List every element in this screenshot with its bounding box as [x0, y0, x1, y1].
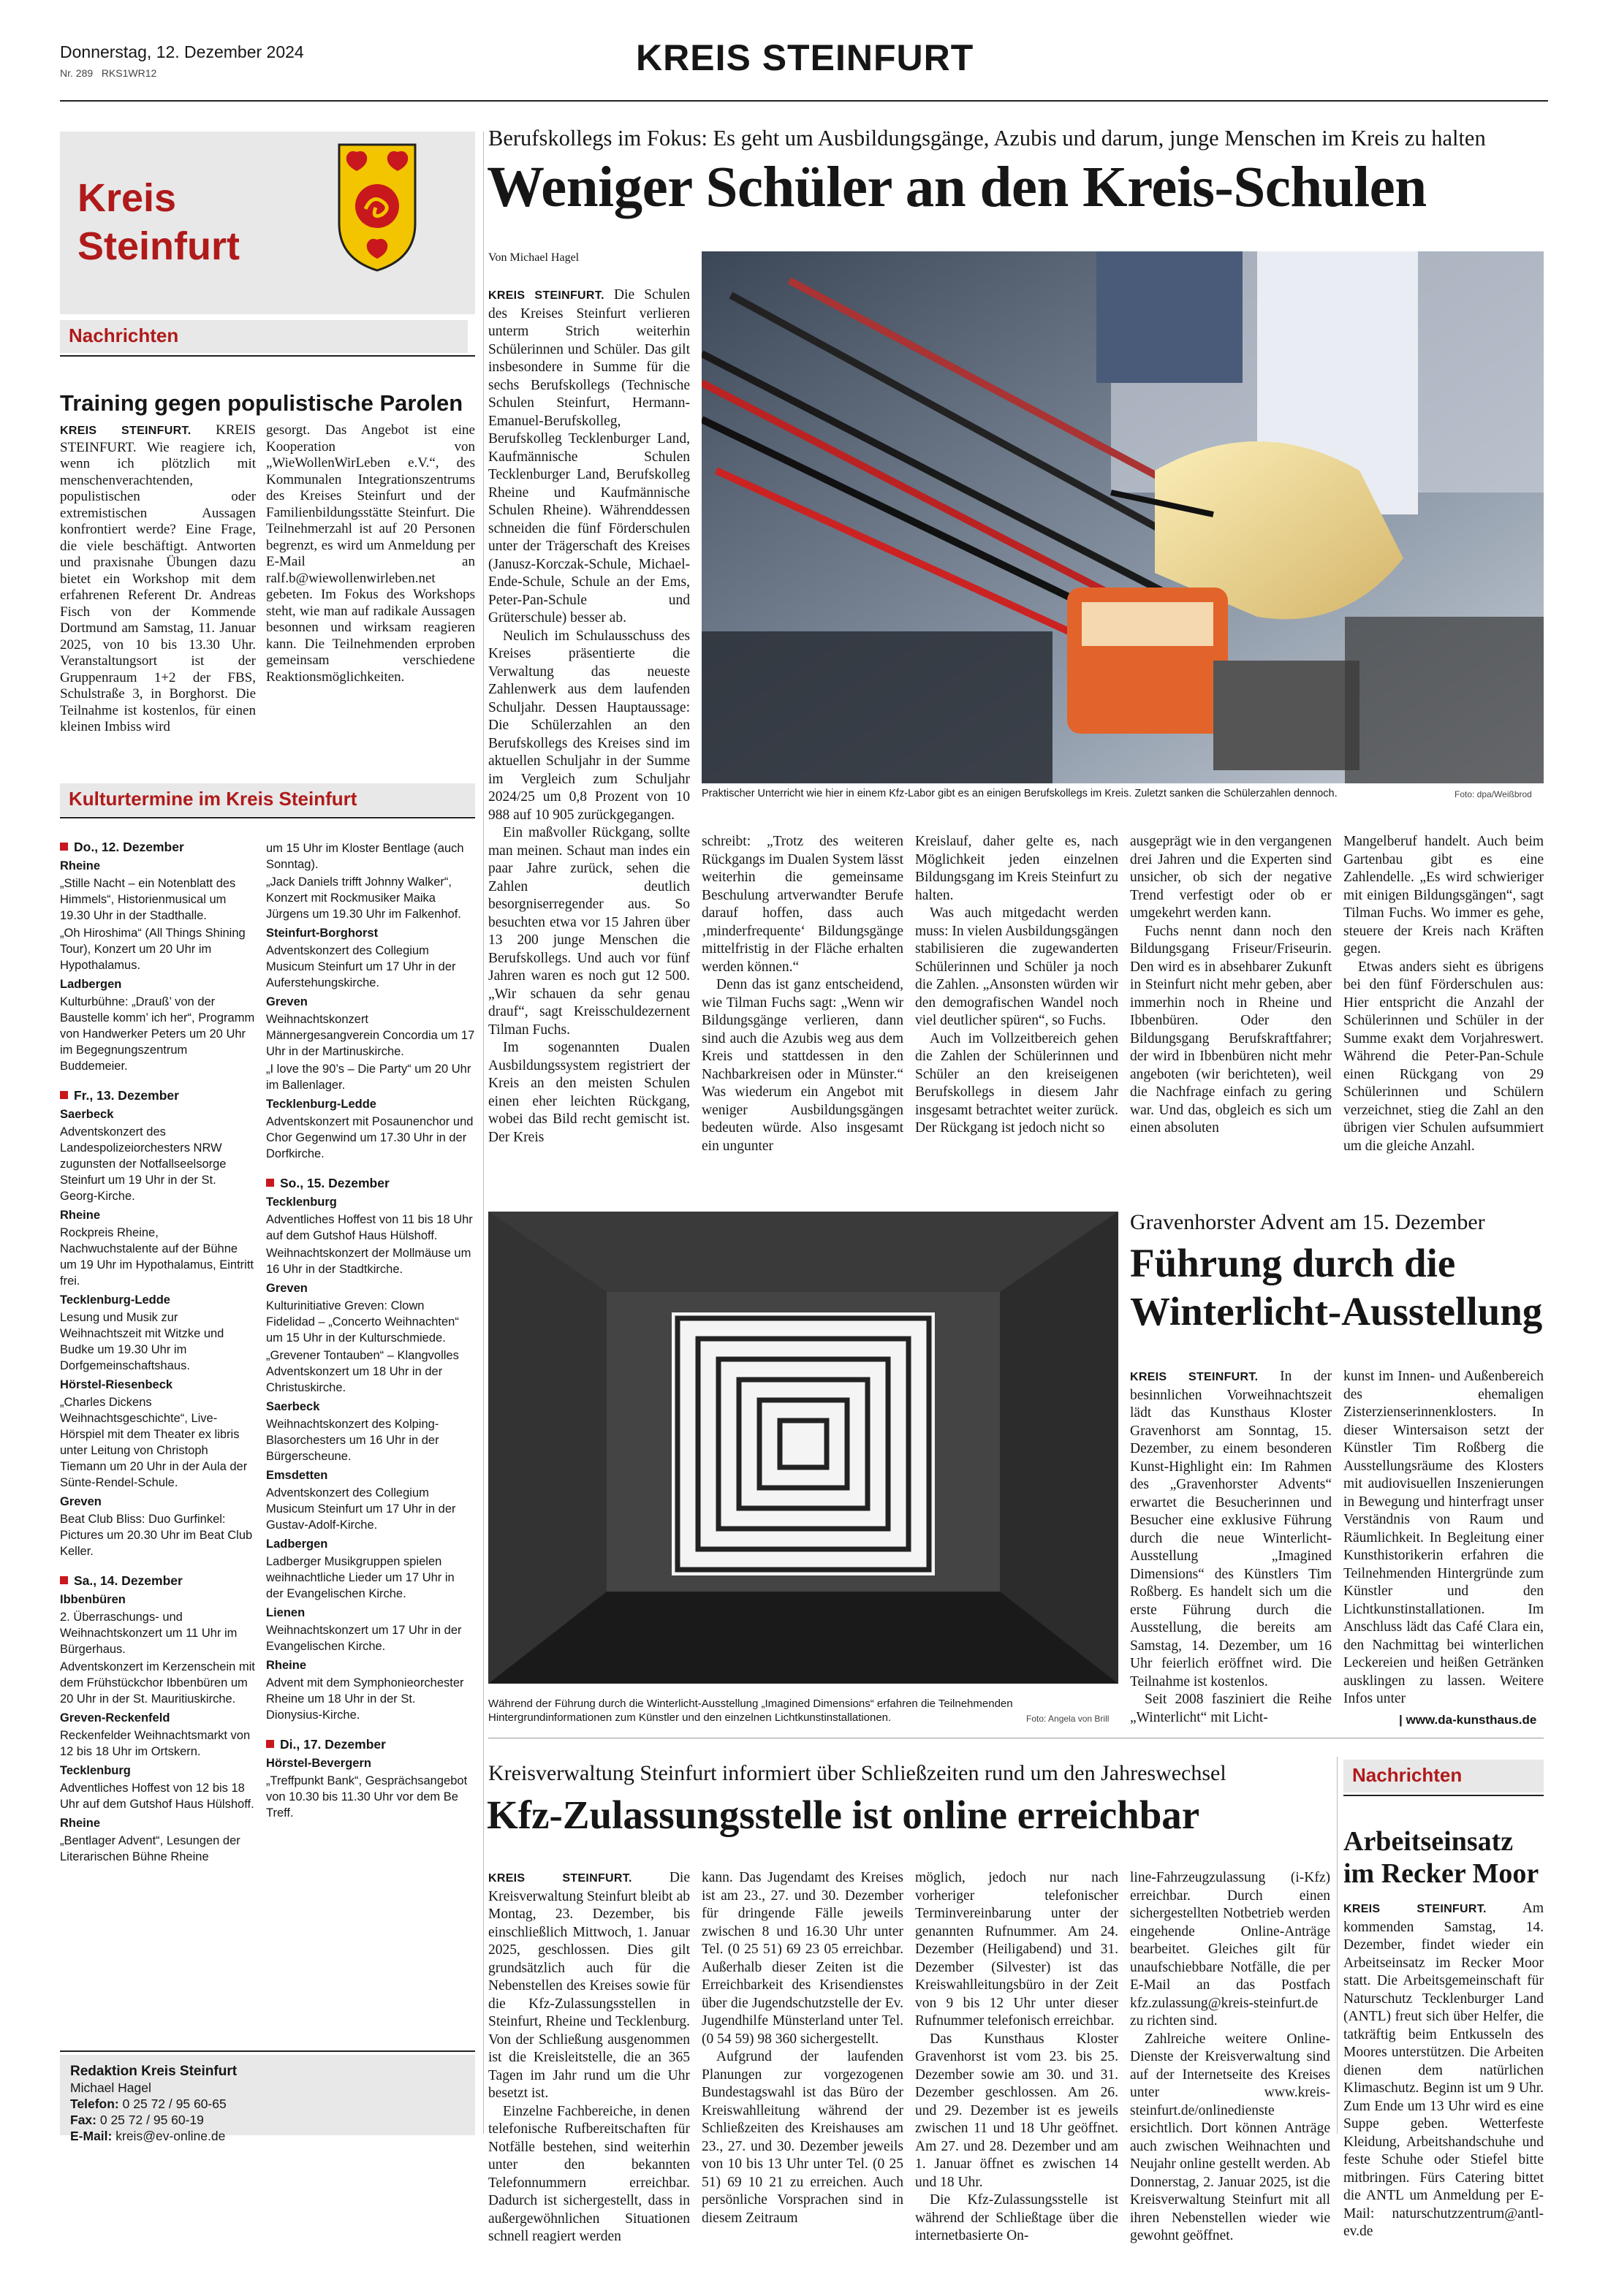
main-col1-p2: Neulich im Schulausschuss des Kreises präsentierte die Verwaltung das neueste Zahlenwerk aus dem laufenden Schuljahr. Dessen Hauptaussage: Die Schülerzahlen an den Berufskollegs des Kreises sind im aktuellen Schuljahr in der Summe im Vergleich zum Schuljahr 2024/25 um 0,8 Prozent von 10 988 auf 10 905 zurückgegangen. [488, 628, 690, 823]
culture-event: „Grevener Tontauben“ – Klangvolles Adventskonzert um 18 Uhr in der Christuskirche. [266, 1349, 459, 1394]
kfz-kicker: Kreisverwaltung Steinfurt informiert über Schließzeiten rund um den Jahreswechsel [488, 1761, 1226, 1785]
red-square-icon [266, 1740, 274, 1748]
main-col5 [1343, 833, 1544, 1155]
main-col1-p4: Im sogenannten Dualen Ausbildungssystem registriert der Kreis an den meisten Schulen einen eher leichten Rückgang, wobei das Bild recht gemischt ist. Der Kreis [488, 1040, 690, 1145]
header-rule [60, 100, 1548, 102]
culture-event: Weihnachtskonzert um 17 Uhr in der Evangelischen Kirche. [266, 1624, 462, 1653]
link-separator: | [1399, 1713, 1403, 1727]
kfz-col2-p2: Aufgrund der laufenden Planungen zur vorgezogenen Bundestagswahl ist das Büro der Kreiswahlleitung während der Schließzeiten des Kreishauses am 23., 27. und 30. Dezember jeweils von 10 bis 13 Uhr unter Tel. (0 25 51) 69 10 21 zu erreichen. Auch persönliche Vorsprachen sind in diesem Zeitraum [702, 2049, 903, 2226]
main-kicker: Berufskollegs im Fokus: Es geht um Ausbildungsgänge, Azubis und darum, junge Menschen im Kreis zu halten [488, 126, 1486, 151]
editorial-title: Redaktion Kreis Steinfurt [70, 2064, 238, 2079]
kfz-col2-text: kann. Das Jugendamt des Kreises ist am 23., 27. und 30. Dezember für dringende Fälle jeweils zwischen 8 und 16.30 Uhr unter Tel. (0 25 51) 69 23 05 erreichbar. Außerhalb dieser Zeiten ist die Erreichbarkeit des Krisendienstes über die Jugendschutzstelle der Ev. Jugendhilfe Münsterland unter Tel. (0 54 59) 98 360 sichergestellt. [702, 1870, 903, 2047]
culture-day-text: Sa., 14. Dezember [74, 1573, 183, 1588]
moor-text-body: Am kommenden Samstag, 14. Dezember, findet wieder ein Arbeitseinsatz im Recker Moor statt. Die Arbeitsgemeinschaft für Naturschutz Tecklenburger Land (ANTL) freut sich über Helfer, die tatkräftig beim Entkusseln des Moores unterstützen. Die Arbeiten dienen dem natürlichen Klimaschutz. Beginn ist um 9 Uhr. Zum Ende um 13 Uhr wird es eine Suppe geben. Wetterfeste Kleidung, Arbeitshandschuhe und feste Schuhe oder Stiefel bitte mitbringen. Fürs Catering bittet die ANTL um Anmeldung per E-Mail: naturschutzzentrum@antl-ev.de [1343, 1901, 1544, 2239]
culture-event: Weihnachtskonzert der Mollmäuse um 16 Uhr in der Stadtkirche. [266, 1247, 471, 1276]
culture-event: Adventliches Hoffest von 12 bis 18 Uhr auf dem Gutshof Haus Hülshoff. [60, 1782, 254, 1811]
culture-place: Lienen [266, 1606, 306, 1619]
gallery-caption: Während der Führung durch die Winterlicht-Ausstellung „Imagined Dimensions“ erfahren die Teilnehmenden Hintergrundinformationen zum Künstler und den einzelnen Lichtkunstinstallationen. [488, 1698, 1013, 1724]
main-col3-p2: Was auch mitgedacht werden muss: In vielen Ausbildungsgängen stabilisieren die zugewanderten Schülerinnen und Schüler ja noch die Zahlen. „Ansonsten würden wir den demografischen Wandel noch viel deutlicher spüren“, so Fuchs. [915, 905, 1118, 1028]
culture-event: Kulturbühne: „Drauß’ von der Baustelle komm’ ich her“, Programm von Handwerker Peters um 20 Uhr im Begegnungszentrum Buddemeier. [60, 995, 255, 1073]
light-installation-frame [672, 1312, 935, 1575]
editorial-phone [70, 2096, 475, 2112]
sidebar-news-label: Nachrichten [60, 320, 468, 353]
culture-place: Greven [266, 1282, 308, 1295]
culture-place: Emsdetten [266, 1469, 328, 1482]
culture-event: Weihnachtskonzert Männergesangverein Concordia um 17 Uhr in der Martinuskirche. [266, 1013, 475, 1058]
kfz-col3-text: möglich, jedoch nur nach vorheriger telefonischer Terminvereinbarung unter der genannten Rufnummer. Am 24. Dezember (Heiligabend) und 31. Dezember (Silvester) ist das Kreiswahlleitungsbüro in der Zeit von 9 bis 12 Uhr unter dieser Rufnummer telefonisch erreichbar. [915, 1870, 1118, 2029]
culture-event: „Bentlager Advent“, Lesungen der Literarischen Bühne Rheine [60, 1834, 240, 1863]
editorial-mail [70, 2128, 475, 2144]
issue-number: Nr. 289 [60, 67, 94, 79]
culture-place: Greven [60, 1495, 102, 1508]
culture-event: Adventskonzert im Kerzenschein mit dem Frühstückchor Ibbenbüren um 20 Uhr in der St. Mauritiuskirche. [60, 1660, 255, 1706]
editorial-phone-label: Telefon: [70, 2097, 119, 2111]
gallery-col1-text: In der besinnlichen Vorweihnachtszeit lädt das Kunsthaus Kloster Gravenhorst am Sonntag, 15. Dezember, zu einem besonderen Kunst-Highlight ein: Im Rahmen des „Gravenhorster Advents“ erwartet die Besucherinnen und Besucher eine exklusive Führung durch die neue Winterlicht-Ausstellung „Imagined Dimensions“ des Künstlers Tim Roßberg. Es handelt sich um die erste Führung durch die Ausstellung, die bereits am Samstag, 14. Dezember, um 16 Uhr feierlich eröffnet wird. Die Teilnahme ist kostenlos. [1130, 1369, 1332, 1689]
issue-code: RKS1WR12 [101, 67, 157, 79]
main-col2-p2: Denn das ist ganz entscheidend, wie Tilman Fuchs sagt: „Wenn wir Bildungsgänge verlieren, dann sind auch die Azubis weg aus dem Kreis und stattdessen in den Nachbarkreisen oder in Münster.“ Was wiederum ein Angebot mit weniger Ausbildungsgängen bedeuten würde. Also insgesamt ein ungunter [702, 977, 903, 1154]
gallery-col1-lead: KREIS STEINFURT. [1130, 1371, 1259, 1383]
editorial-fax [70, 2112, 475, 2128]
brand-name [77, 174, 240, 270]
culture-event: Adventskonzert des Landespolizeiorchesters NRW zugunsten der Notfallseelsorge Steinfurt um 19 Uhr in der St. Georg-Kirche. [60, 1125, 227, 1203]
kfz-headline: Kfz-Zulassungsstelle ist online erreichbar [487, 1793, 1200, 1837]
editorial-rule-top [60, 2050, 475, 2052]
culture-event: „Oh Hiroshima“ (All Things Shining Tour), Konzert um 20 Uhr im Hypothalamus. [60, 927, 246, 972]
gallery-col2-text: kunst im Innen- und Außenbereich des ehemaligen Zisterzienserinnenklosters. In dieser Wintersaison setzt der Künstler Tim Roßberg die Ausstellungsräume des Klosters mit audiovisuellen Inszenierungen in Bewegung und hinterfragt unser Verständnis von Raum und Räumlichkeit. In Begleitung einer Kunsthistorikerin erfahren die Teilnehmenden Hintergründe zum Künstler und den Lichtkunstinstallationen. Im Anschluss lädt das Café Clara ein, den Nachmittag bei winterlichen Leckereien und heißen Getränken ausklingen zu lassen. Weitere Infos unter [1343, 1369, 1544, 1706]
sidebar-news-col1 [60, 422, 256, 736]
gallery-col1-p2: Seit 2008 fasziniert die Reihe „Winterlicht“ mit Licht- [1130, 1692, 1332, 1725]
main-headline: Weniger Schüler an den Kreis-Schulen [487, 156, 1427, 219]
brand-line1: Kreis [77, 176, 177, 220]
main-col4-p2: Fuchs nennt dann noch den Bildungsgang Friseur/Friseurin. Den wird es in absehbarer Zukunft in Steinfurt nicht mehr geben, aber immerhin noch in Rheine und Ibbenbüren. Oder den Bildungsgang Berufskraftfahrer; der wird in Ibbenbüren nicht mehr angeboten (wir berichteten), weil die Nachfrage einfach zu gering war. Und das, obgleich es sich um einen absoluten [1130, 923, 1332, 1136]
brand-box [60, 132, 475, 314]
gallery-photo [488, 1212, 1118, 1684]
moor-label: Nachrichten [1343, 1760, 1544, 1793]
culture-place: Rheine [60, 1209, 101, 1222]
culture-place: Rheine [60, 859, 101, 873]
main-photo-caption: Praktischer Unterricht wie hier in einem Kfz-Labor gibt es an einigen Berufskollegs im Kreis. Zuletzt sanken die Schülerzahlen dennoch. [702, 788, 1338, 799]
culture-col1 [60, 839, 256, 1865]
culture-col2 [266, 839, 475, 1821]
kfz-col4-text: line-Fahrzeugzulassung (i-Kfz) erreichbar. Durch einen sichergestellten Notbetrieb werden eingehende Online-Anträge bearbeitet. Gleiches gilt für unaufschiebbare Notfälle, die per E-Mail an das Postfach kfz.zulassung@kreis-steinfurt.de zu richten sind. [1130, 1870, 1330, 2029]
culture-event: Weihnachtskonzert des Kolping-Blasorchesters um 16 Uhr in der Bürgerscheune. [266, 1418, 439, 1463]
red-square-icon [60, 1576, 68, 1584]
sidebar-news-title: Training gegen populistische Parolen [60, 390, 463, 416]
red-square-icon [266, 1179, 274, 1187]
culture-place: Tecklenburg-Ledde [60, 1293, 170, 1307]
gallery-kicker: Gravenhorster Advent am 15. Dezember [1130, 1210, 1485, 1234]
gallery-headline: Führung durch die Winterlicht-Ausstellung [1130, 1241, 1543, 1334]
culture-place: Ladbergen [266, 1537, 328, 1551]
editorial-fax-value: 0 25 72 / 95 60-19 [99, 2113, 204, 2127]
kfz-col3-p2: Das Kunsthaus Kloster Gravenhorst ist vom 23. bis 25. Dezember sowie am 30. und 31. Dezember geschlossen. Am 26. und 29. Dezember ist es jeweils zwischen 11 und 18 Uhr geöffnet. Am 27. und 28. Dezember und am 1. Januar öffnet es zwischen 14 und 18 Uhr. [915, 2031, 1118, 2190]
main-photo [702, 251, 1544, 783]
culture-event: Lesung und Musik zur Weihnachtszeit mit Witzke und Budke um 19.30 Uhr im Dorfgemeinschaftshaus. [60, 1311, 224, 1372]
coat-of-arms-icon [336, 142, 418, 273]
culture-place: Ibbenbüren [60, 1593, 126, 1606]
main-col1-p3: Ein maßvoller Rückgang, sollte man meinen. Schaut man indes ein paar Jahre zurück, sehen die Zahlen deutlich besorgniserregender aus. So besuchten etwa vor 15 Jahren über 13 200 junge Menschen die Berufskollegs. Und auch vor fünf Jahren waren es noch gut 12 500. „Wir schauen da sehr genau drauf“, sagt Kreisschuldezernent Tilman Fuchs. [488, 825, 690, 1038]
sidebar-news-col2: gesorgt. Das Angebot ist eine Kooperation von „WieWollenWirLeben e.V.“, des Kommunalen Integrationszentrums des Kreises Steinfurt und der Familienbildungsstätte Steinfurt. Die Teilnehmerzahl ist auf 20 Personen begrenzt, es wird um Anmeldung per E-Mail an ralf.b@wiewollenwirleben.net gebeten. Im Fokus des Workshops steht, wie man auf radikale Aussagen besonnen und wirksam reagieren kann. Die Teilnehmenden erproben gemeinsam verschiedene Reaktionsmöglichkeiten. [266, 422, 475, 685]
section-title: KREIS STEINFURT [636, 37, 974, 78]
kfz-col1-text: Die Kreisverwaltung Steinfurt bleibt ab Montag, 23. Dezember, bis einschließlich Mittwoch, 1. Januar 2025, geschlossen. Dies gilt grundsätzlich auch für die Nebenstellen des Kreises sowie für die Kfz-Zulassungsstellen in Steinfurt, Rheine und Tecklenburg. Von der Schließung ausgenommen ist die Kreisleitstelle, die an 365 Tagen im Jahr rund um die Uhr besetzt ist. [488, 1870, 690, 2101]
culture-place: Tecklenburg [60, 1764, 131, 1777]
culture-rule [60, 817, 475, 818]
editorial-fax-label: Fax: [70, 2113, 96, 2127]
culture-event: um 15 Uhr im Kloster Bentlage (auch Sonntag). [266, 842, 464, 871]
main-col3 [915, 833, 1118, 1138]
culture-event: Adventskonzert des Collegium Musicum Steinfurt um 17 Uhr in der Gustav-Adolf-Kirche. [266, 1486, 456, 1532]
kfz-col1-p2: Einzelne Fachbereiche, in denen telefonische Rufbereitschaften für Notfälle bestehen, sind weiterhin unter den bekannten Telefonnummern erreichbar. Dadurch ist sichergestellt, dass in außergewöhnlichen Situationen schnell reagiert werden [488, 2103, 690, 2244]
gallery-link[interactable] [1399, 1713, 1536, 1727]
kfz-col4 [1130, 1869, 1330, 2246]
culture-place: Rheine [60, 1817, 101, 1830]
culture-day-heading [60, 1573, 256, 1589]
main-col3-text: Kreislauf, daher gelte es, nach Möglichkeit jeden einzelnen Bildungsgang im Kreis Steinfurt zu halten. [915, 834, 1118, 903]
culture-place: Tecklenburg [266, 1195, 337, 1209]
main-byline: Von Michael Hagel [488, 251, 580, 264]
culture-day-text: Do., 12. Dezember [74, 840, 184, 854]
main-col1 [488, 286, 690, 1147]
culture-event: Adventliches Hoffest von 11 bis 18 Uhr auf dem Gutshof Haus Hülshoff. [266, 1213, 473, 1242]
red-square-icon [60, 1091, 68, 1099]
main-col5-p2: Etwas anders sieht es übrigens bei den fünf Förderschulen aus: Hier entspricht die Anzahl der Schülerinnen und Schüler in der Summe exakt dem Vorjahreswert. Während die Peter-Pan-Schule einen Rückgang von 29 Schülerinnen und Schülern verzeichnet, stieg die Zahl an den übrigen vier Schulen aufsummiert um die gleiche Anzahl. [1343, 959, 1544, 1154]
kfz-col1-lead: KREIS STEINFURT. [488, 1872, 632, 1885]
editorial-mail-value: kreis@ev-online.de [115, 2129, 226, 2143]
culture-place: Hörstel-Riesenbeck [60, 1378, 173, 1391]
culture-event: Reckenfelder Weihnachtsmarkt von 12 bis 18 Uhr im Ortskern. [60, 1729, 251, 1758]
main-col1-text: Die Schulen des Kreises Steinfurt verlieren unterm Strich weiterhin Schülerinnen und Schüler. Das gilt insbesondere in Summe für die sechs Berufskollegs (Technische Schulen Steinfurt, Hermann-Emanuel-Berufskolleg, Berufskolleg Tecklenburger Land, Kaufmännische Schulen Tecklenburger Land, Berufskolleg Rheine und Kaufmännische Schulen Rheine). Währenddessen schneiden die fünf Förderschulen unter der Trägerschaft des Kreises (Janusz-Korczak-Schule, Michael-Ende-Schule, Schule an der Ems, Peter-Pan-Schule und Grüterschule) besser ab. [488, 287, 691, 626]
moor-text [1343, 1900, 1544, 2241]
culture-event: Rockpreis Rheine, Nachwuchstalente auf der Bühne um 19 Uhr im Hypothalamus, Eintritt frei. [60, 1226, 254, 1288]
culture-day-text: Fr., 13. Dezember [74, 1088, 179, 1103]
moor-label-rule [1343, 1795, 1544, 1796]
sidebar-news-rule [60, 355, 475, 357]
gallery-col1 [1130, 1368, 1332, 1727]
main-photo-credit: Foto: dpa/Weißbrod [1455, 789, 1532, 799]
culture-event: 2. Überraschungs- und Weihnachtskonzert um 11 Uhr im Bürgerhaus. [60, 1611, 238, 1656]
moor-lead: KREIS STEINFURT. [1343, 1903, 1487, 1915]
header-date: Donnerstag, 12. Dezember 2024 [60, 42, 304, 61]
main-col1-lead: KREIS STEINFURT. [488, 289, 604, 302]
editorial-name: Michael Hagel [70, 2080, 151, 2095]
culture-place: Rheine [266, 1659, 307, 1672]
main-col5-text: Mangelberuf handelt. Auch beim Gartenbau gibt es eine Zahlendelle. „Es wird schwieriger mit einigen Bildungsgängen“, sagt Tilman Fuchs. Wo immer es gehe, steuere der Kreis nach Kräften gegen. [1343, 834, 1544, 957]
culture-event: „Treffpunkt Bank“, Gesprächsangebot von 10.30 bis 11.30 Uhr vor dem Be Treff. [266, 1774, 468, 1820]
culture-event: Beat Club Bliss: Duo Gurfinkel: Pictures um 20.30 Uhr im Beat Club Keller. [60, 1513, 253, 1558]
culture-event: Ladberger Musikgruppen spielen weihnachtliche Lieder um 17 Uhr in der Evangelischen Kirche. [266, 1555, 455, 1600]
culture-place: Greven-Reckenfeld [60, 1711, 170, 1725]
culture-day-text: Di., 17. Dezember [280, 1737, 386, 1752]
header-issue [60, 67, 156, 79]
kfz-col3 [915, 1869, 1118, 2246]
culture-event: „I love the 90’s – Die Party“ um 20 Uhr im Ballenlager. [266, 1063, 471, 1092]
culture-event: Kulturinitiative Greven: Clown Fidelidad – „Concerto Weihnachten“ um 15 Uhr in der Kulturschmiede. [266, 1299, 459, 1345]
gallery-credit: Foto: Angela von Brill [1026, 1714, 1110, 1724]
culture-event: Adventskonzert mit Posaunenchor und Chor Gegenwind um 17.30 Uhr in der Dorfkirche. [266, 1115, 474, 1160]
main-col4-text: ausgeprägt wie in den vergangenen drei Jahren und die Experten sind unsicher, ob sich der negative Trend verfestigt oder ob er umgekehrt werden kann. [1130, 834, 1332, 921]
editorial-phone-value: 0 25 72 / 95 60-65 [122, 2097, 227, 2111]
gallery-link-text[interactable]: www.da-kunsthaus.de [1406, 1713, 1537, 1727]
kfz-col2 [702, 1869, 903, 2227]
culture-day-heading [266, 1736, 475, 1752]
culture-place: Steinfurt-Borghorst [266, 927, 379, 940]
brand-line2: Steinfurt [77, 224, 240, 268]
lab-photo-illustration [702, 251, 1544, 783]
culture-day-heading [60, 1087, 256, 1103]
culture-place: Saerbeck [60, 1108, 114, 1121]
culture-event: „Jack Daniels trifft Johnny Walker“, Konzert mit Rockmusiker Maika Jürgens um 19.30 Uhr im Falkenhof. [266, 875, 461, 921]
sidebar-divider [483, 132, 484, 2134]
culture-place: Hörstel-Bevergern [266, 1757, 371, 1770]
editorial-mail-label: E-Mail: [70, 2129, 113, 2143]
kfz-col1 [488, 1869, 690, 2246]
culture-day-text: So., 15. Dezember [280, 1176, 390, 1190]
culture-label: Kulturtermine im Kreis Steinfurt [60, 783, 475, 816]
sidebar-news-text1: KREIS STEINFURT. Wie reagiere ich, wenn ich plötzlich mit menschenverachtenden, populistischen oder extremistischen Aussagen konfrontiert werde? Eine Frage, die viele beschäftigt. Antworten und praxisnahe Übungen dazu bietet ein Workshop mit dem erfahrenen Referent Dr. Andreas Fisch von der Kommende Dortmund am Samstag, 11. Januar 2025, von 10 bis 13.30 Uhr. Veranstaltungsort ist der Gruppenraum 1+2 der FBS, Schulstraße 3, in Borghorst. Die Teilnahme ist kostenlos, für einen kleinen Imbiss wird [60, 422, 256, 734]
main-col2-text: schreibt: „Trotz des weiteren Rückgangs im Dualen System lässt weiterhin die gemeinsame Beschulung artverwandter Berufe darauf hoffen, dass auch ‚minderfrequente‘ Bildungsgänge mittelfristig in der Fläche erhalten werden können.“ [702, 834, 903, 975]
gallery-col2 [1343, 1368, 1544, 1708]
main-col2 [702, 833, 903, 1155]
culture-day-heading [60, 839, 256, 855]
culture-place: Ladbergen [60, 978, 122, 991]
sidebar-news-lead: KREIS STEINFURT. [60, 425, 191, 437]
red-square-icon [60, 843, 68, 851]
culture-place: Greven [266, 995, 308, 1008]
gallery-room-illustration [488, 1212, 1118, 1684]
culture-day-heading [266, 1175, 475, 1191]
moor-divider [1337, 1757, 1338, 2134]
moor-headline: Arbeitseinsatz im Recker Moor [1343, 1826, 1539, 1889]
culture-event: Adventskonzert des Collegium Musicum Steinfurt um 17 Uhr in der Auferstehungskirche. [266, 944, 456, 989]
culture-event: Advent mit dem Symphonieorchester Rheine um 18 Uhr in der St. Dionysius-Kirche. [266, 1676, 464, 1722]
culture-place: Saerbeck [266, 1400, 320, 1413]
main-col3-p3: Auch im Vollzeitbereich gehen die Zahlen der Schülerinnen und Schüler an den kreiseigenen Berufskollegs in diesem Jahr insgesamt betrachtet weiter zurück. Der Rückgang ist jedoch nicht so [915, 1030, 1118, 1136]
culture-event: „Stille Nacht – ein Notenblatt des Himmels“, Historienmusical um 19.30 Uhr in der Stadthalle. [60, 877, 236, 922]
editorial-box [60, 2055, 475, 2143]
kfz-col4-p2: Zahlreiche weitere Online-Dienste der Kreisverwaltung sind auf der Internetseite des Kreises unter www.kreis-steinfurt.de/onlinedienste ersichtlich. Dort können Anträge auch zwischen Weihnachten und Neujahr online gestellt werden. Ab Donnerstag, 2. Januar 2025, ist die Kreisverwaltung Steinfurt mit all ihren Nebenstellen wieder wie gewohnt geöffnet. [1130, 2031, 1330, 2243]
culture-place: Tecklenburg-Ledde [266, 1098, 376, 1111]
kfz-col3-p3: Die Kfz-Zulassungsstelle ist während der Schließtage über die internetbasierte On- [915, 2192, 1118, 2243]
main-col4 [1130, 833, 1332, 1138]
culture-event: „Charles Dickens Weihnachtsgeschichte“, Live-Hörspiel mit dem Theater ex libris unter Leitung von Christoph Tiemann um 20 Uhr in der Aula der Sünte-Rendel-Schule. [60, 1396, 248, 1489]
